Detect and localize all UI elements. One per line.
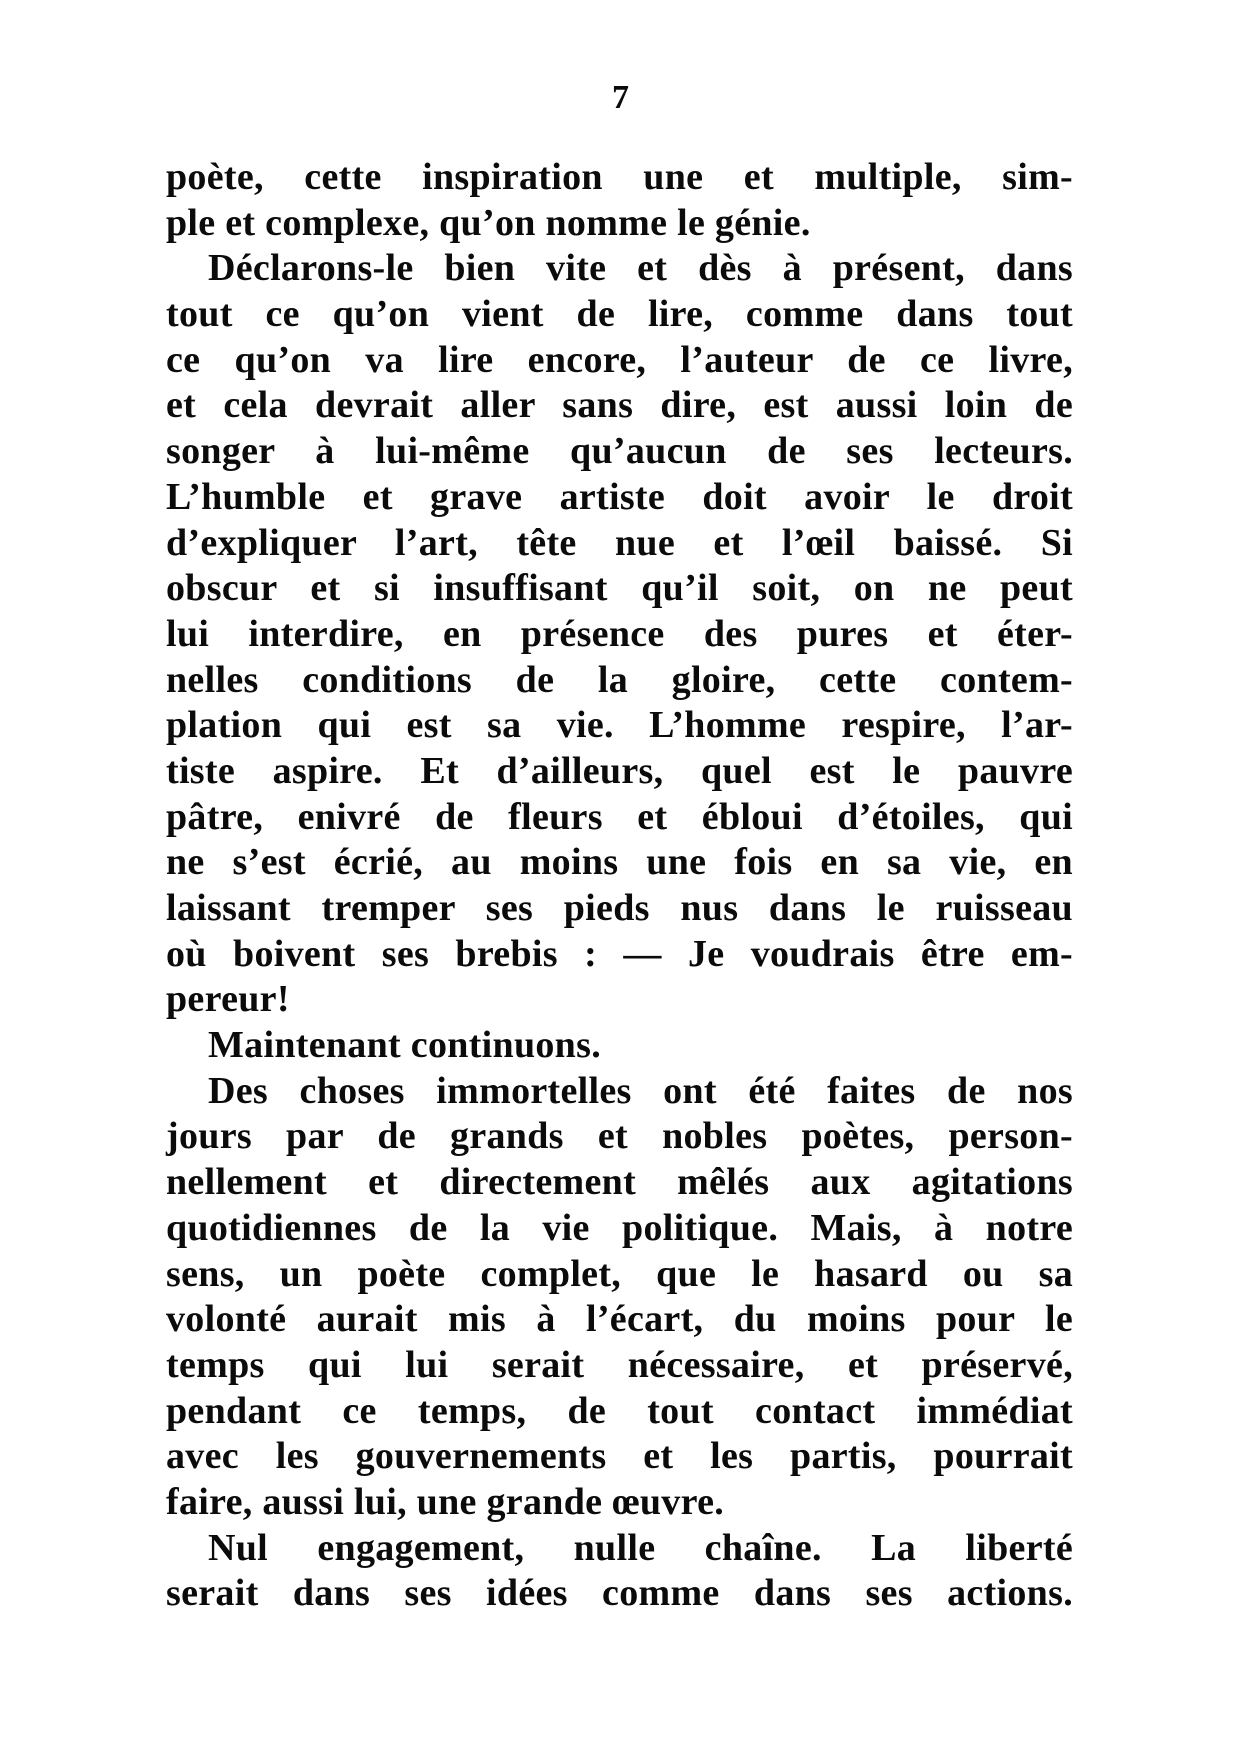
text-line: Nul engagement, nulle chaîne. La liberté [208, 1526, 1073, 1569]
text-line: tout ce qu’on vient de lire, comme dans tout [166, 293, 1073, 336]
text-line: songer à lui-même qu’aucun de ses lecteurs. [166, 430, 1073, 473]
text-line: et cela devrait aller sans dire, est aussi loin de [166, 384, 1073, 427]
text-line: nelles conditions de la gloire, cette contem- [166, 658, 1073, 701]
text-line: avec les gouvernements et les partis, pourrait [166, 1435, 1073, 1478]
text-line: plation qui est sa vie. L’homme respire, l’ar- [166, 704, 1073, 747]
text-line: Des choses immortelles ont été faites de nos [208, 1069, 1073, 1112]
text-line: faire, aussi lui, une grande œuvre. [166, 1480, 725, 1523]
text-line: temps qui lui serait nécessaire, et préservé, [166, 1343, 1073, 1386]
text-line: tiste aspire. Et d’ailleurs, quel est le pauvre [166, 749, 1073, 792]
text-line: pâtre, enivré de fleurs et ébloui d’étoiles, qui [166, 795, 1073, 838]
text-line: Déclarons-le bien vite et dès à présent, dans [208, 247, 1073, 290]
text-line: où boivent ses brebis : — Je voudrais être em- [166, 932, 1073, 975]
text-line: nellement et directement mêlés aux agitations [166, 1161, 1073, 1204]
text-line: sens, un poète complet, que le hasard ou sa [166, 1252, 1073, 1295]
text-line: d’expliquer l’art, tête nue et l’œil baissé. Si [166, 521, 1073, 564]
text-line: ne s’est écrié, au moins une fois en sa vie, en [166, 841, 1073, 884]
text-line: ple et complexe, qu’on nomme le génie. [166, 201, 811, 244]
text-line: Maintenant continuons. [208, 1024, 602, 1067]
body-text [166, 155, 1073, 1617]
text-line: laissant tremper ses pieds nus dans le ruisseau [166, 887, 1073, 929]
text-line: ce qu’on va lire encore, l’auteur de ce livre, [166, 338, 1073, 381]
text-line: lui interdire, en présence des pures et éter- [166, 612, 1073, 655]
text-line: quotidiennes de la vie politique. Mais, à notre [166, 1206, 1073, 1249]
text-line: pereur! [166, 978, 290, 1021]
page-number: 7 [612, 79, 629, 116]
text-line: L’humble et grave artiste doit avoir le droit [166, 475, 1073, 518]
text-line: volonté aurait mis à l’écart, du moins pour le [166, 1298, 1073, 1341]
text-line: obscur et si insuffisant qu’il soit, on ne peut [166, 567, 1073, 610]
text-line: jours par de grands et nobles poètes, person- [166, 1115, 1073, 1158]
text-line: serait dans ses idées comme dans ses actions. [166, 1572, 1073, 1615]
text-line: poète, cette inspiration une et multiple, sim- [166, 156, 1073, 198]
text-line: pendant ce temps, de tout contact immédiat [166, 1389, 1073, 1432]
